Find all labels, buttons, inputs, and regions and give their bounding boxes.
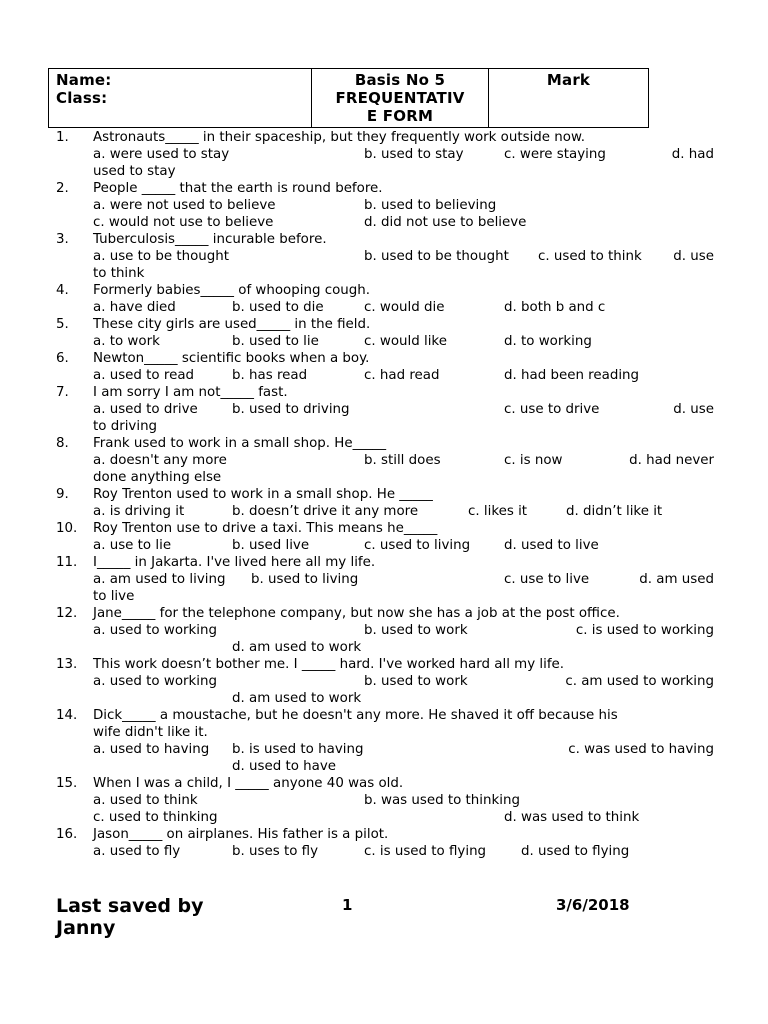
option-d: d. to working xyxy=(504,334,592,349)
question-stem: Astronauts_____ in their spaceship, but they frequently work outside now. xyxy=(93,130,585,145)
question-9 xyxy=(48,486,714,520)
option-b: b. was used to thinking xyxy=(364,793,520,808)
option-continuation: to live xyxy=(93,589,135,604)
question-stem: Jane_____ for the telephone company, but now she has a job at the post office. xyxy=(93,606,620,621)
mark-label: Mark xyxy=(546,71,591,89)
option-d: d. used to have xyxy=(232,759,337,774)
question-stem: This work doesn’t bother me. I _____ hard. I've worked hard all my life. xyxy=(93,657,565,672)
option-c: c. used to thinking xyxy=(93,810,218,825)
option-a: a. used to think xyxy=(93,793,198,808)
option-b: b. doesn’t drive it any more xyxy=(232,504,419,519)
title-line-3: E FORM xyxy=(366,107,434,125)
option-d: d. had xyxy=(671,147,714,162)
option-d: d. had been reading xyxy=(504,368,640,383)
option-c: c. is now xyxy=(504,453,563,468)
options-row xyxy=(93,741,714,758)
option-b: b. used to living xyxy=(251,572,359,587)
option-d: d. didn’t like it xyxy=(566,504,663,519)
option-b: b. used to stay xyxy=(364,147,464,162)
question-stem: Dick_____ a moustache, but he doesn't any more. He shaved it off because his xyxy=(93,708,618,723)
question-list xyxy=(48,129,714,860)
options-row xyxy=(93,571,714,588)
question-number: 9. xyxy=(56,487,69,502)
last-saved-by xyxy=(56,895,204,939)
options-row xyxy=(93,843,714,860)
option-c: c. were staying xyxy=(504,147,606,162)
options-row xyxy=(93,622,714,639)
question-number: 6. xyxy=(56,351,69,366)
title-line-1: Basis No 5 xyxy=(354,71,446,89)
title-cell xyxy=(312,69,489,127)
question-10 xyxy=(48,520,714,554)
option-a: a. used to drive xyxy=(93,402,198,417)
option-b: b. used to driving xyxy=(232,402,350,417)
option-c: c. used to think xyxy=(538,249,642,264)
question-stem: Tuberculosis_____ incurable before. xyxy=(93,232,327,247)
question-number: 8. xyxy=(56,436,69,451)
option-a: a. have died xyxy=(93,300,176,315)
option-continuation: to driving xyxy=(93,419,158,434)
mark-cell xyxy=(489,69,648,127)
option-d: d. am used to work xyxy=(232,640,362,655)
option-b: b. used to be thought xyxy=(364,249,509,264)
option-continuation: to think xyxy=(93,266,145,281)
question-number: 2. xyxy=(56,181,69,196)
options-row xyxy=(93,197,714,214)
option-d: d. had never xyxy=(629,453,714,468)
option-c: c. used to living xyxy=(364,538,471,553)
last-saved-label: Last saved by xyxy=(56,895,204,917)
option-c: c. likes it xyxy=(468,504,528,519)
option-a: a. used to working xyxy=(93,674,217,689)
question-1 xyxy=(48,129,714,180)
options-row xyxy=(93,673,714,690)
option-b: b. used to work xyxy=(364,674,468,689)
question-3 xyxy=(48,231,714,282)
question-stem: People _____ that the earth is round before. xyxy=(93,181,383,196)
question-number: 10. xyxy=(56,521,78,536)
option-continuation: used to stay xyxy=(93,164,176,179)
question-stem: Roy Trenton use to drive a taxi. This means he_____ xyxy=(93,521,438,536)
option-d: d. was used to think xyxy=(504,810,640,825)
option-d: d. did not use to believe xyxy=(364,215,527,230)
page-number: 1 xyxy=(342,896,353,914)
options-row xyxy=(93,248,714,265)
option-a: a. used to having xyxy=(93,742,210,757)
question-stem: I_____ in Jakarta. I've lived here all my life. xyxy=(93,555,376,570)
options-row xyxy=(93,401,714,418)
option-a: a. used to read xyxy=(93,368,195,383)
name-label: Name: xyxy=(56,71,112,89)
option-d: d. both b and c xyxy=(504,300,606,315)
option-c: c. is used to flying xyxy=(364,844,487,859)
option-a: a. used to fly xyxy=(93,844,181,859)
option-c: c. would like xyxy=(364,334,447,349)
question-11 xyxy=(48,554,714,605)
question-4 xyxy=(48,282,714,316)
footer-date: 3/6/2018 xyxy=(556,896,630,914)
question-12 xyxy=(48,605,714,656)
options-row xyxy=(93,792,714,809)
question-8 xyxy=(48,435,714,486)
option-d: d. used to flying xyxy=(521,844,630,859)
name-class-cell xyxy=(49,69,312,127)
options-row xyxy=(93,537,714,554)
question-6 xyxy=(48,350,714,384)
options-row xyxy=(93,299,714,316)
option-c: c. use to live xyxy=(504,572,590,587)
option-d: d. used to live xyxy=(504,538,599,553)
question-number: 12. xyxy=(56,606,78,621)
option-b: b. is used to having xyxy=(232,742,364,757)
option-c: c. would not use to believe xyxy=(93,215,274,230)
option-b: b. has read xyxy=(232,368,308,383)
question-number: 1. xyxy=(56,130,69,145)
options-row xyxy=(93,214,714,231)
option-a: a. use to be thought xyxy=(93,249,230,264)
question-number: 11. xyxy=(56,555,78,570)
option-d: d. use xyxy=(673,402,714,417)
option-c: c. am used to working xyxy=(565,674,714,689)
option-b: b. still does xyxy=(364,453,441,468)
question-14 xyxy=(48,707,714,775)
question-stem: Jason_____ on airplanes. His father is a pilot. xyxy=(93,827,389,842)
question-number: 5. xyxy=(56,317,69,332)
option-b: b. used to believing xyxy=(364,198,497,213)
option-a: a. were not used to believe xyxy=(93,198,276,213)
question-stem-continued: wife didn't like it. xyxy=(93,725,208,740)
option-d: d. am used to work xyxy=(232,691,362,706)
title-line-2: FREQUENTATIV xyxy=(335,89,465,107)
option-c: c. would die xyxy=(364,300,445,315)
options-row xyxy=(93,367,714,384)
options-row xyxy=(93,452,714,469)
option-a: a. use to lie xyxy=(93,538,172,553)
option-c: c. had read xyxy=(364,368,440,383)
option-b: b. used to die xyxy=(232,300,324,315)
question-13 xyxy=(48,656,714,707)
question-number: 3. xyxy=(56,232,69,247)
question-16 xyxy=(48,826,714,860)
options-row xyxy=(93,503,714,520)
option-c: c. is used to working xyxy=(575,623,714,638)
option-a: a. is driving it xyxy=(93,504,185,519)
option-b: b. used live xyxy=(232,538,310,553)
header-table xyxy=(48,68,649,128)
question-5 xyxy=(48,316,714,350)
author-name: Janny xyxy=(56,917,116,939)
question-stem: When I was a child, I _____ anyone 40 was old. xyxy=(93,776,404,791)
option-b: b. uses to fly xyxy=(232,844,319,859)
question-number: 16. xyxy=(56,827,78,842)
option-a: a. doesn't any more xyxy=(93,453,227,468)
question-stem: Frank used to work in a small shop. He_____ xyxy=(93,436,387,451)
options-row xyxy=(93,809,714,826)
question-number: 4. xyxy=(56,283,69,298)
question-number: 15. xyxy=(56,776,78,791)
question-7 xyxy=(48,384,714,435)
question-stem: Newton_____ scientific books when a boy. xyxy=(93,351,370,366)
class-label: Class: xyxy=(56,89,108,107)
option-d: d. use xyxy=(673,249,714,264)
question-number: 13. xyxy=(56,657,78,672)
question-2 xyxy=(48,180,714,231)
option-d: d. am used xyxy=(639,572,714,587)
question-number: 14. xyxy=(56,708,78,723)
options-row xyxy=(93,146,714,163)
option-c: c. use to drive xyxy=(504,402,600,417)
question-stem: Roy Trenton used to work in a small shop. He _____ xyxy=(93,487,433,502)
options-row xyxy=(93,333,714,350)
question-stem: Formerly babies_____ of whooping cough. xyxy=(93,283,370,298)
option-c: c. was used to having xyxy=(568,742,714,757)
question-stem: I am sorry I am not_____ fast. xyxy=(93,385,288,400)
question-stem: These city girls are used_____ in the field. xyxy=(93,317,371,332)
option-b: b. used to lie xyxy=(232,334,319,349)
option-continuation: done anything else xyxy=(93,470,222,485)
question-15 xyxy=(48,775,714,826)
question-number: 7. xyxy=(56,385,69,400)
option-a: a. were used to stay xyxy=(93,147,230,162)
option-a: a. am used to living xyxy=(93,572,226,587)
option-a: a. used to working xyxy=(93,623,217,638)
option-b: b. used to work xyxy=(364,623,468,638)
option-a: a. to work xyxy=(93,334,160,349)
